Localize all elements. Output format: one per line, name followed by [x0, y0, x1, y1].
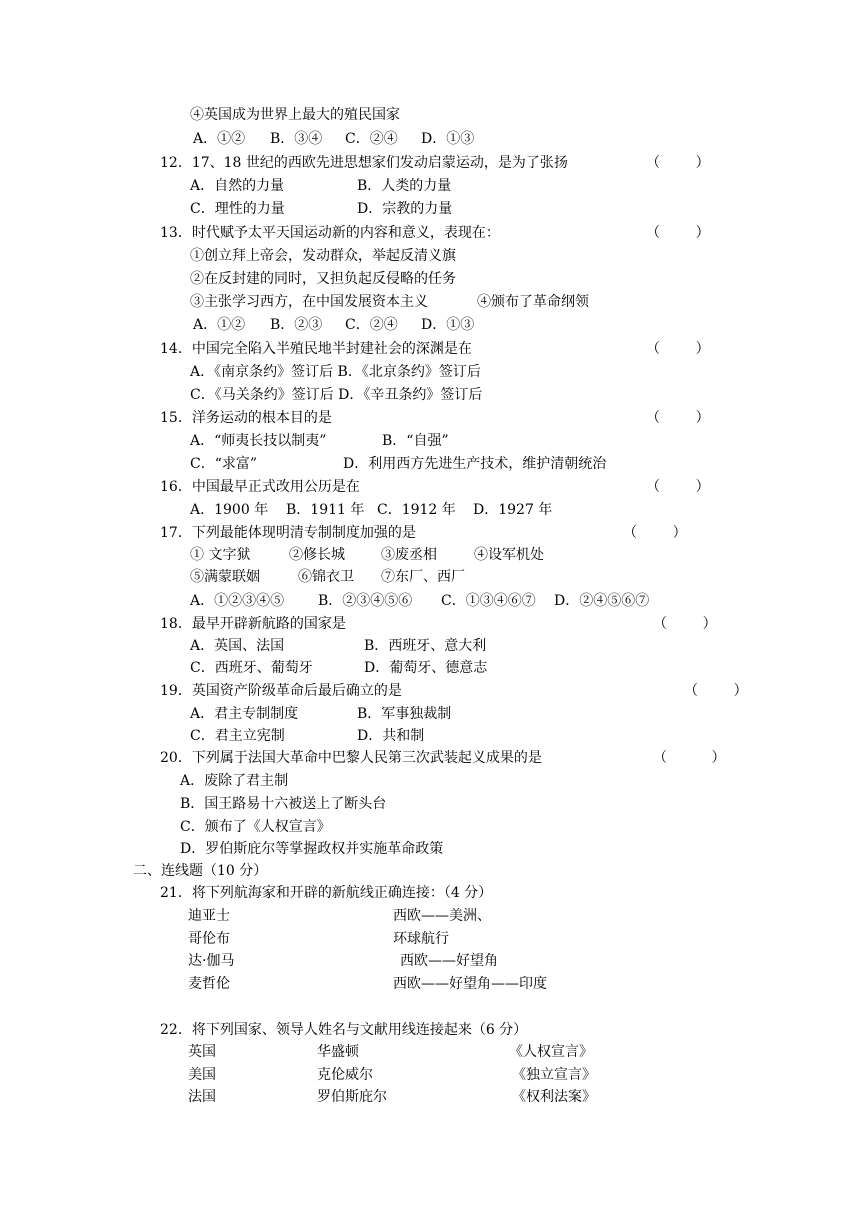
- q19-option-b: B．军事独裁制: [357, 706, 452, 722]
- q21-navigator-2: 哥伦布: [188, 931, 230, 947]
- q13-item-2: ②在反封建的同时，又担负起反侵略的任务: [190, 271, 456, 287]
- q17-choice-d: D．②④⑤⑥⑦: [554, 593, 650, 609]
- q13-choice-c: C．②④: [345, 317, 398, 333]
- q21-navigator-3: 达·伽马: [188, 953, 235, 969]
- q17-item-7: ⑦东厂、西厂: [381, 569, 465, 585]
- q12-option-c: C．理性的力量: [190, 201, 285, 217]
- q22-country-1: 英国: [188, 1044, 216, 1060]
- q20-stem: 20．下列属于法国大革命中巴黎人民第三次武装起义成果的是: [160, 750, 542, 766]
- q13-choice-b: B．②③: [270, 317, 323, 333]
- q18-option-b: B．西班牙、意大利: [364, 638, 487, 654]
- q16-choice-c: C．1912 年: [377, 502, 456, 518]
- q16-choice-d: D．1927 年: [473, 502, 553, 518]
- q21-route-3: 西欧——好望角: [400, 953, 498, 969]
- q14-answer-blank: （ ）: [646, 341, 710, 357]
- q13-item-1: ①创立拜上帝会，发动群众，举起反清义旗: [190, 248, 456, 264]
- q22-document-3: 《权利法案》: [512, 1089, 596, 1105]
- q22-country-3: 法国: [188, 1089, 216, 1105]
- q18-option-c: C．西班牙、葡萄牙: [190, 660, 313, 676]
- q17-choice-c: C．①③④⑥⑦: [441, 593, 536, 609]
- q16-choice-a: A．1900 年: [190, 502, 269, 518]
- q17-item-6: ⑥锦衣卫: [298, 569, 354, 585]
- q21-stem: 21．将下列航海家和开辟的新航线正确连接：（4 分）: [160, 885, 493, 901]
- q17-choice-b: B．②③④⑤⑥: [318, 593, 413, 609]
- q20-option-d: D．罗伯斯庇尔等掌握政权并实施革命政策: [180, 841, 444, 857]
- q17-item-4: ④设军机处: [474, 547, 544, 563]
- q18-option-a: A．英国、法国: [190, 638, 285, 654]
- q16-stem: 16．中国最早正式改用公历是在: [160, 479, 360, 495]
- q16-choice-b: B．1911 年: [286, 502, 365, 518]
- q11-choice-c: C．②④: [345, 131, 398, 147]
- q18-stem: 18．最早开辟新航路的国家是: [160, 616, 346, 632]
- q15-option-d: D．利用西方先进生产技术，维护清朝统治: [343, 456, 607, 472]
- q17-item-5: ⑤满蒙联姻: [190, 569, 260, 585]
- q22-stem: 22．将下列国家、领导人姓名与文献用线连接起来（6 分）: [160, 1022, 528, 1038]
- q22-leader-3: 罗伯斯庇尔: [317, 1089, 387, 1105]
- q22-leader-2: 克伦威尔: [317, 1067, 373, 1083]
- q20-option-c: C．颁布了《人权宣言》: [180, 819, 331, 835]
- q13-choice-d: D．①③: [421, 317, 475, 333]
- q22-document-2: 《独立宣言》: [512, 1067, 596, 1083]
- q15-answer-blank: （ ）: [646, 410, 710, 426]
- section-2-title: 二、连线题（10 分）: [133, 863, 268, 879]
- q12-option-a: A．自然的力量: [190, 178, 285, 194]
- q13-answer-blank: （ ）: [646, 225, 710, 241]
- q20-option-a: A．废除了君主制: [180, 773, 289, 789]
- q13-item-3: ③主张学习西方，在中国发展资本主义: [190, 294, 428, 310]
- q19-stem: 19．英国资产阶级革命后最后确立的是: [160, 683, 402, 699]
- q17-item-1: ① 文字狱: [190, 547, 251, 563]
- q16-answer-blank: （ ）: [646, 479, 710, 495]
- q17-item-3: ③废丞相: [381, 547, 437, 563]
- q22-document-1: 《人权宣言》: [509, 1044, 593, 1060]
- q18-answer-blank: （ ）: [653, 616, 717, 632]
- q12-option-d: D．宗教的力量: [357, 201, 453, 217]
- q14-options-cd: C．《马关条约》签订后 D．《辛丑条约》签订后: [190, 387, 483, 403]
- q15-option-a: A．“师夷长技以制夷”: [190, 433, 327, 449]
- q20-answer-blank: （ ）: [653, 750, 726, 766]
- q11-item-4: ④英国成为世界上最大的殖民国家: [190, 107, 400, 123]
- q15-option-c: C．“求富”: [190, 456, 258, 472]
- q13-stem: 13．时代赋予太平天国运动新的内容和意义，表现在：: [160, 225, 500, 241]
- q19-option-d: D．共和制: [357, 728, 425, 744]
- q11-choice-a: A．①②: [193, 131, 246, 147]
- q11-choice-b: B．③④: [270, 131, 323, 147]
- q21-navigator-4: 麦哲伦: [188, 976, 230, 992]
- q15-option-b: B．“自强”: [382, 433, 449, 449]
- q19-answer-blank: （ ）: [684, 683, 748, 699]
- q22-country-2: 美国: [188, 1067, 216, 1083]
- q13-choice-a: A．①②: [193, 317, 246, 333]
- q22-leader-1: 华盛顿: [317, 1044, 359, 1060]
- q17-stem: 17．下列最能体现明清专制制度加强的是: [160, 525, 416, 541]
- q12-option-b: B．人类的力量: [357, 178, 452, 194]
- q17-choice-a: A．①②③④⑤: [190, 593, 285, 609]
- q12-answer-blank: （ ）: [646, 155, 710, 171]
- q21-navigator-1: 迪亚士: [188, 908, 230, 924]
- q14-options-ab: A．《南京条约》签订后 B．《北京条约》签订后: [190, 364, 481, 380]
- q20-option-b: B．国王路易十六被送上了断头台: [180, 796, 387, 812]
- q11-choice-d: D．①③: [421, 131, 475, 147]
- q13-item-4: ④颁布了革命纲领: [477, 294, 589, 310]
- q19-option-c: C．君主立宪制: [190, 728, 285, 744]
- q15-stem: 15．洋务运动的根本目的是: [160, 410, 332, 426]
- q18-option-d: D．葡萄牙、德意志: [364, 660, 488, 676]
- q21-route-1: 西欧——美洲、: [393, 908, 491, 924]
- q14-stem: 14．中国完全陷入半殖民地半封建社会的深渊是在: [160, 341, 472, 357]
- q12-stem: 12．17、18 世纪的西欧先进思想家们发动启蒙运动，是为了张扬: [160, 155, 568, 171]
- q17-answer-blank: （ ）: [623, 525, 687, 541]
- q17-item-2: ②修长城: [289, 547, 345, 563]
- q19-option-a: A．君主专制制度: [190, 706, 299, 722]
- q21-route-2: 环球航行: [393, 931, 449, 947]
- q21-route-4: 西欧——好望角——印度: [393, 976, 547, 992]
